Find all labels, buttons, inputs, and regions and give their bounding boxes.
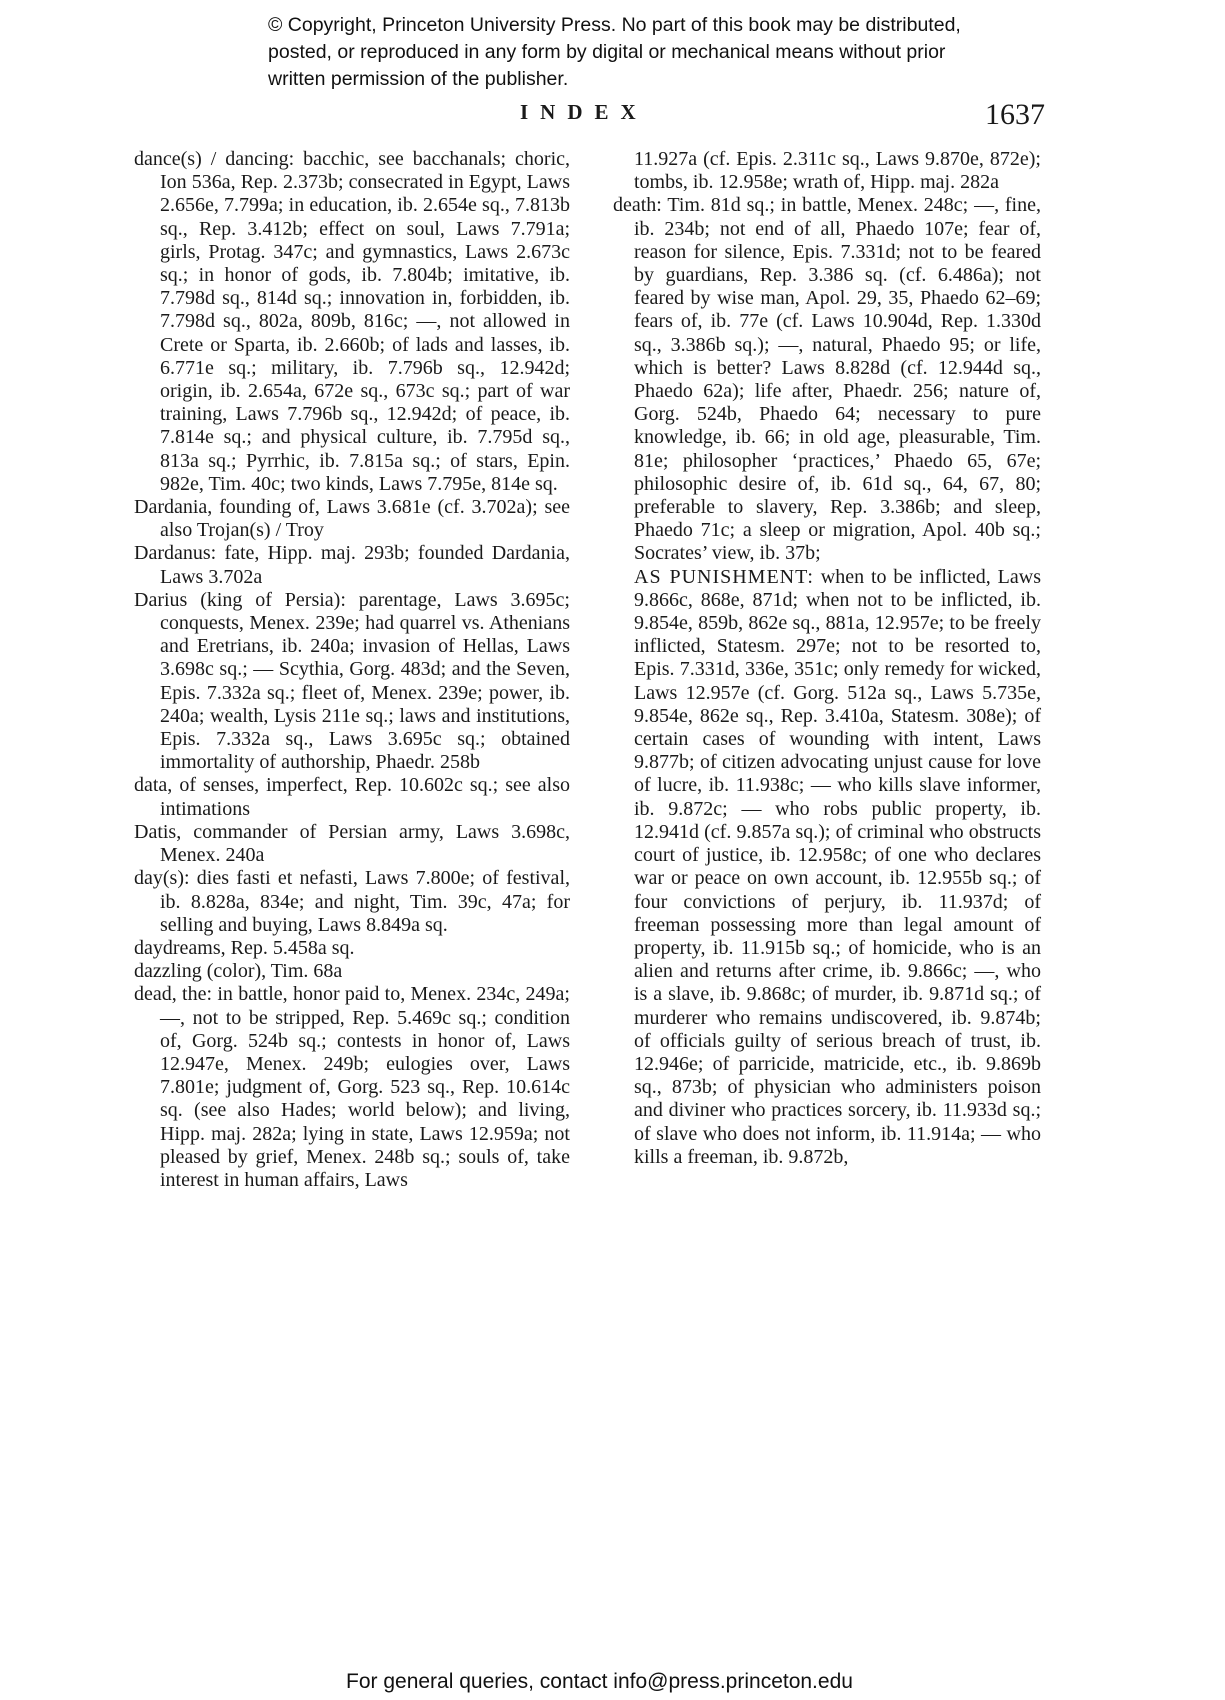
- index-column-right: [613, 148, 1041, 1169]
- index-subentry-as-punishment: [613, 566, 1041, 1169]
- subentry-label: AS PUNISHMENT:: [634, 565, 814, 588]
- index-entry-darius: Darius (king of Persia): parentage, Laws 3.695c; conquests, Menex. 239e; had quarrel vs. Athenians and Eretrians, ib. 240a; invasion of Hellas, Laws 3.698c sq.; — Scythia, Gorg. 483d; and the Seven, Epis. 7.332a sq.; fleet of, Menex. 239e; power, ib. 240a; wealth, Lysis 211e sq.; laws and institutions, Epis. 7.332a sq., Laws 3.695c sq.; obtained immortality of authorship, Phaedr. 258b: [134, 588, 570, 774]
- index-entry-data: data, of senses, imperfect, Rep. 10.602c sq.; see also intimations: [134, 774, 570, 820]
- page-number: 1637: [985, 98, 1045, 131]
- index-entry-dance: dance(s) / dancing: bacchic, see bacchanals; choric, Ion 536a, Rep. 2.373b; consecrated in Egypt, Laws 2.656e, 7.799a; in education, ib. 2.654e sq., 7.813b sq., Rep. 3.412b; effect on soul, Laws 7.791a; girls, Protag. 347c; and gymnastics, Laws 2.673c sq.; in honor of gods, ib. 7.804b; imitative, ib. 7.798d sq., 814d sq.; innovation in, forbidden, ib. 7.798d sq., 802a, 809b, 816c; —, not allowed in Crete or Sparta, ib. 2.660b; of lads and lasses, ib. 6.771e sq.; military, ib. 7.796b sq., 12.942d; origin, ib. 2.654a, 672e sq., 673c sq.; part of war training, Laws 7.796b sq., 12.942d; of peace, ib. 7.814e sq.; and physical culture, ib. 7.795d sq., 813a sq.; Pyrrhic, ib. 7.815a sq.; of stars, Epin. 982e, Tim. 40c; two kinds, Laws 7.795e, 814e sq.: [134, 148, 570, 495]
- index-entry-datis: Datis, commander of Persian army, Laws 3.698c, Menex. 240a: [134, 820, 570, 867]
- index-entry-death: death: Tim. 81d sq.; in battle, Menex. 248c; —, fine, ib. 234b; not end of all, Phaedo 107e; fear of, reason for silence, Epis. 7.331d; not to be feared by guardians, Rep. 3.386 sq. (cf. 6.486a); not feared by wise man, Apol. 29, 35, Phaedo 62–69; fears of, ib. 77e (cf. Laws 10.904d, Rep. 1.330d sq., 3.386b sq.); —, natural, Phaedo 95; or life, which is better? Laws 8.828d (cf. 12.944d sq., Phaedo 62a); life after, Phaedr. 256; nature of, Gorg. 524b, Phaedo 64; necessary to pure knowledge, ib. 66; in old age, pleasurable, Tim. 81e; philosopher ‘practices,’ Phaedo 65, 67e; philosophic desire of, ib. 61d sq., 64, 67, 80; preferable to slavery, Rep. 3.386b; and sleep, Phaedo 71c; a sleep or migration, Apol. 40b sq.; Socrates’ view, ib. 37b;: [613, 194, 1041, 565]
- index-column-left: [134, 148, 570, 1192]
- index-entry-dazzling: dazzling (color), Tim. 68a: [134, 960, 343, 983]
- index-entry-daydreams: daydreams, Rep. 5.458a sq.: [134, 936, 355, 959]
- subentry-text: when to be inflicted, Laws 9.866c, 868e, 871d; when not to be inflicted, ib. 9.854e, 859b, 862e sq., 881a, 12.957e; to be freely inflicted, Statesm. 297e; not to be resorted to, Epis. 7.331d, 336e, 351c; only remedy for wicked, Laws 12.957e (cf. Gorg. 512a sq., Laws 5.735e, 9.854e, 862e sq., Rep. 3.410a, Statesm. 308e); of certain cases of wounding with intent, Laws 9.877b; of citizen advocating unjust cause for love of lucre, ib. 11.938c; — who kills slave informer, ib. 9.872c; — who robs public property, ib. 12.941d (cf. 9.857a sq.); of criminal who obstructs court of justice, ib. 12.958c; of one who declares war or peace on own account, ib. 12.955b sq.; of four convictions of perjury, ib. 11.937d; of freeman possessing more than legal amount of property, ib. 11.915b sq.; of homicide, who is an alien and returns after crime, ib. 9.866c; —, who is a slave, ib. 9.868c; of murder, ib. 9.871d sq.; of murderer who remains undiscovered, ib. 9.874b; of officials guilty of serious breach of trust, ib. 12.946e; of parricide, matricide, etc., ib. 9.869b sq., 873b; of physician who administers poison and diviner who practices sorcery, ib. 11.933d sq.; of slave who does not inform, ib. 11.914a; — who kills a freeman, ib. 9.872b,: [634, 565, 1041, 1168]
- index-entry-dead: dead, the: in battle, honor paid to, Menex. 234c, 249a; —, not to be stripped, Rep. 5.469c sq.; condition of, Gorg. 524b sq.; contests in honor of, Laws 12.947e, Menex. 249b; eulogies over, Laws 7.801e; judgment of, Gorg. 523 sq., Rep. 10.614c sq. (see also Hades; world below); and living, Hipp. maj. 282a; lying in state, Laws 12.959a; not pleased by grief, Menex. 248b sq.; souls of, take interest in human affairs, Laws: [134, 983, 570, 1191]
- footer-contact: For general queries, contact info@press.princeton.edu: [346, 1670, 853, 1693]
- running-head: INDEX: [520, 100, 648, 124]
- index-entry-days: day(s): dies fasti et nefasti, Laws 7.800e; of festival, ib. 8.828a, 834e; and night, Tim. 39c, 47a; for selling and buying, Laws 8.849a sq.: [134, 867, 570, 936]
- copyright-notice: © Copyright, Princeton University Press. No part of this book may be distributed, posted, or reproduced in any form by digital or mechanical means without prior written permission of the publisher.: [268, 14, 961, 90]
- index-entry-dardania: Dardania, founding of, Laws 3.681e (cf. 3.702a); see also Trojan(s) / Troy: [134, 496, 570, 542]
- index-entry-dead-continued: 11.927a (cf. Epis. 2.311c sq., Laws 9.870e, 872e); tombs, ib. 12.958e; wrath of, Hipp. maj. 282a: [634, 148, 1041, 194]
- index-entry-dardanus: Dardanus: fate, Hipp. maj. 293b; founded Dardania, Laws 3.702a: [134, 542, 570, 588]
